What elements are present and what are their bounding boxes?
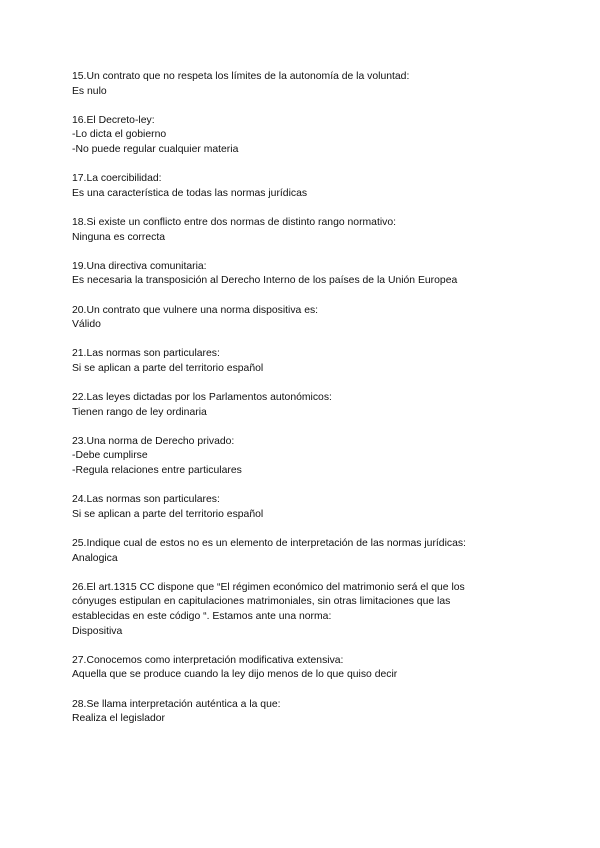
question-text: 25.Indique cual de estos no es un elemento de interpretación de las normas jurídicas: (72, 538, 466, 549)
answer-text: Es nulo (72, 85, 107, 97)
answer-text: Tienen rango de ley ordinaria (72, 406, 207, 418)
question-block-28 (72, 698, 532, 727)
question-text: 26.El art.1315 CC dispone que “El régimen económico del matrimonio será el que los (72, 581, 465, 593)
question-text: 24.Las normas son particulares: (72, 494, 220, 506)
question-text: 18.Si existe un conflicto entre dos normas de distinto rango normativo: (72, 216, 397, 228)
answer-text: Es necesaria la transposición al Derecho Interno de los países de la Unión Europea (72, 275, 458, 287)
question-text: 28.Se llama interpretación auténtica a la que: (72, 698, 281, 710)
question-text: 16.El Decreto-ley: (72, 114, 155, 126)
question-block-17 (72, 172, 532, 201)
answer-text: Válido (72, 319, 101, 331)
answer-text: Si se aplican a parte del territorio español (72, 508, 264, 520)
question-block-16 (72, 114, 532, 158)
question-block-27 (72, 654, 532, 683)
question-block-15 (72, 70, 532, 99)
question-block-23 (72, 435, 532, 479)
question-text: 27.Conocemos como interpretación modificativa extensiva: (72, 654, 344, 666)
answer-text: -No puede regular cualquier materia (72, 143, 239, 155)
question-text: 15.Un contrato que no respeta los límites de la autonomía de la voluntad: (72, 71, 410, 82)
question-block-19 (72, 260, 532, 289)
question-text: establecidas en este código “. Estamos ante una norma: (72, 610, 332, 622)
question-block-24 (72, 493, 532, 522)
answer-text: -Debe cumplirse (72, 450, 148, 462)
question-text: 22.Las leyes dictadas por los Parlamentos autonómicos: (72, 392, 332, 404)
question-text: 19.Una directiva comunitaria: (72, 260, 207, 272)
question-text: 23.Una norma de Derecho privado: (72, 435, 235, 447)
question-block-21 (72, 347, 532, 376)
answer-text: Aquella que se produce cuando la ley dijo menos de lo que quiso decir (72, 669, 398, 681)
answer-text: -Regula relaciones entre particulares (72, 465, 242, 477)
question-text: 21.Las normas son particulares: (72, 348, 220, 360)
answer-text: Realiza el legislador (72, 713, 165, 725)
question-text: 20.Un contrato que vulnere una norma dispositiva es: (72, 304, 319, 316)
answer-text: Si se aplican a parte del territorio español (72, 362, 264, 374)
answer-text: Ninguna es correcta (72, 231, 165, 243)
question-block-25 (72, 537, 532, 566)
question-text: cónyuges estipulan en capitulaciones matrimoniales, sin otras limitaciones que las (72, 596, 451, 608)
answer-text: Analogica (72, 552, 118, 564)
answer-text: Es una característica de todas las normas jurídicas (72, 187, 308, 199)
answer-text: Dispositiva (72, 625, 123, 637)
question-block-20 (72, 304, 532, 333)
question-text: 17.La coercibilidad: (72, 173, 162, 185)
question-block-22 (72, 391, 532, 420)
question-block-18 (72, 216, 532, 245)
answer-text: -Lo dicta el gobierno (72, 129, 167, 141)
question-block-26 (72, 581, 532, 639)
document-body (72, 70, 532, 741)
